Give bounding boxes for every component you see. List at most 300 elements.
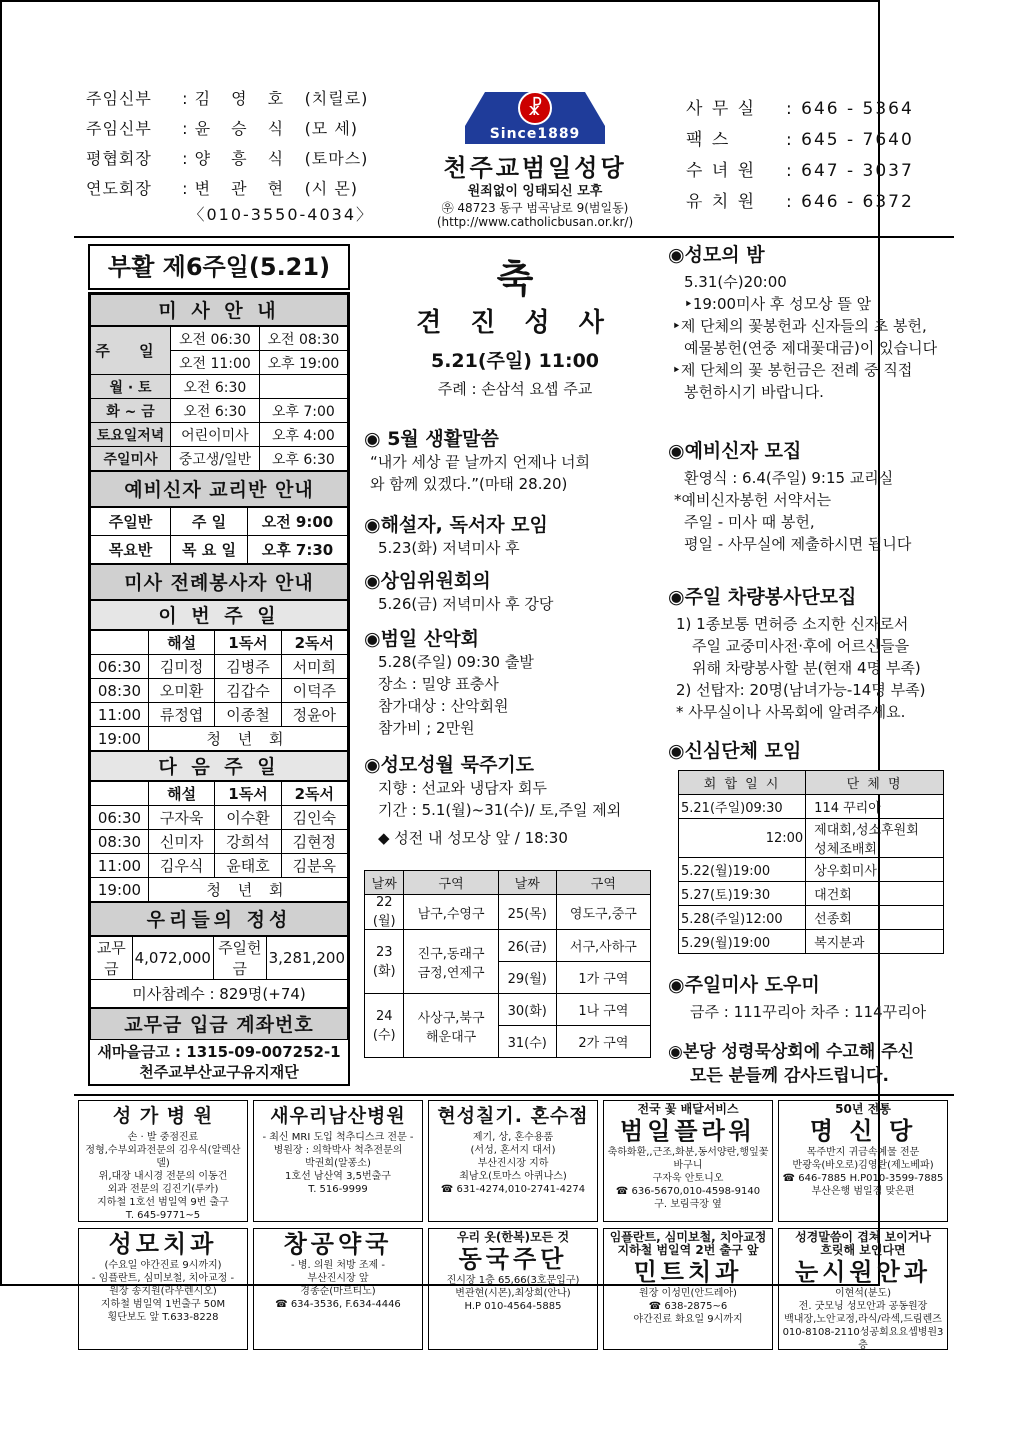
account-line-1: 새마을금고 : 1315-09-007252-1 [97,1043,341,1061]
ad-line: 반광욱(바오로)김영란(제노베파) [792,1160,934,1171]
ad-line: 1호선 남산역 3,5번출구 [285,1171,391,1182]
this-week-servers-table [90,630,348,751]
thanks-line-1: ◉본당 성령묵상회에 수고해 주신 [668,1042,915,1062]
servers-cell: 구자욱 [149,806,215,830]
rosary-date: 26(금) [498,930,556,962]
officer-baptismal: (토마스) [304,149,369,168]
ad-box [253,1228,423,1350]
catechumen-cell: 오전 9:00 [248,508,348,536]
servers-cell: 신미자 [149,830,215,854]
servers-cell: 김인숙 [281,806,347,830]
ad-box [78,1100,248,1222]
servers-cell: 오미환 [149,679,215,703]
notice-line: ‣제 단체의 꽃봉헌과 신자들의 초 봉헌, [672,317,927,335]
offering-label-2: 주일헌금 [213,937,266,980]
servers-col: 해설 [149,782,215,806]
parish-subtitle: 원죄없이 잉태되신 모후 [467,184,603,199]
notice-line: 와 함께 있겠다.”(마태 28.20) [370,475,568,493]
ad-box [778,1228,948,1350]
youth-time: 19:00 [91,878,149,902]
servers-row [91,703,348,727]
notice-title: ◉범일 산악회 [364,628,479,650]
mass-time: 오전 6:30 [171,399,260,423]
groups-row [679,882,944,906]
ad-line: 이현석(분도) [834,1288,892,1299]
servers-cell: 서미희 [281,655,347,679]
mass-row [91,447,348,471]
ad-box [428,1228,598,1350]
helper-section [668,970,948,1023]
servers-cell: 김분옥 [281,854,347,878]
parish-url[interactable]: (http://www.catholicbusan.or.kr/) [436,215,634,229]
groups-col: 회 합 일 시 [679,771,806,795]
rosary-date: 23 (화) [365,930,404,994]
servers-row [91,830,348,854]
ad-line: 구. 보림극장 옆 [654,1199,722,1210]
servers-cell: 06:30 [91,806,149,830]
notice-line: 참가비 ; 2만원 [378,719,475,737]
ad-name: 성 가 병 원 [112,1105,214,1127]
offering-value-1: 4,072,000 [132,937,213,980]
servers-header-row [91,782,348,806]
groups-name: 114 꾸리아 [806,795,944,819]
rosary-area: 2가 구역 [556,1026,650,1058]
ad-line: T. 516-9999 [308,1184,368,1195]
helper-body: 금주 : 111꾸리아 차주 : 114꾸리아 [690,1003,927,1021]
rosary-area: 1나 구역 [556,994,650,1026]
mass-day: 주일미사 [91,447,171,471]
servers-cell: 김현정 [281,830,347,854]
contact-phone: 〈010-3550-4034〉 [188,205,374,224]
youth-row [91,727,348,751]
rosary-area: 남구,수영구 [404,895,498,930]
notice-title: ◉주일 차량봉사단모집 [668,586,857,608]
ad-name: 동국주단 [458,1245,568,1273]
servers-col: 해설 [149,631,215,655]
servers-cell: 윤태호 [215,854,281,878]
notice-line: 기간 : 5.1(월)~31(수)/ 토,주일 제외 [378,801,622,819]
servers-col: 2독서 [281,782,347,806]
ad-line: 횡단보도 앞 T.633-8228 [107,1312,219,1323]
notice-title: ◉성모의 밤 [668,244,765,266]
ad-box [428,1100,598,1222]
ad-line: 정형,수부외과전문의 김우식(알렉산델) [85,1145,241,1169]
rosary-date: 25(목) [498,895,556,930]
confirmation-mark-icon: 축 [496,257,534,301]
rosary-col: 구역 [556,871,650,895]
groups-time: 5.28(주일)12:00 [679,906,806,930]
ad-line: (수요일 야간진료 9시까지) [104,1260,222,1271]
mass-day: 월 · 토 [91,375,171,399]
officer-baptismal: (시 몬) [304,179,359,198]
officer-name: 변 관 현 [194,179,292,198]
notice-title: ◉상임위원회의 [364,570,491,592]
notice-line: “내가 세상 끝 날까지 언제나 너희 [370,453,590,471]
ad-tagline: 전국 꽃 배달서비스 [637,1102,739,1116]
servers-cell: 류정엽 [149,703,215,727]
mass-time: 중고생/일반 [171,447,260,471]
ad-line: 원장 이성민(안드레아) [639,1288,737,1299]
ad-line: - 최신 MRI 도입 척추디스크 전문 - [262,1132,414,1143]
notice-line: 평일 - 사무실에 제출하시면 됩니다 [684,535,912,553]
notice-section [364,566,654,615]
ad-line: 외과 전문의 김진기(루카) [107,1184,219,1195]
mass-time: 오후 19:00 [259,351,347,375]
blank-cell [91,631,149,655]
mass-time: 오전 11:00 [171,351,260,375]
groups-name: 선종회 [806,906,944,930]
ad-name: 눈시원안과 [795,1258,931,1286]
groups-col: 단 체 명 [806,771,944,795]
rosary-col: 날짜 [498,871,556,895]
contact-label: 사 무 실 [686,99,757,119]
groups-row [679,819,944,858]
ad-line: 지하철 1호선 범일역 9번 출구 [97,1197,229,1208]
notice-section [668,240,948,403]
ad-tagline: 우리 옷(한복)모든 것 [456,1230,570,1244]
groups-name: 대건회 [806,882,944,906]
catechumen-cell: 주 일 [171,508,248,536]
servers-row [91,679,348,703]
rosary-header-row [365,871,651,895]
mass-time: 오전 06:30 [171,327,260,351]
ad-box [778,1100,948,1222]
colon: : [786,192,802,212]
contact-number: 647 - 3037 [801,161,914,181]
notice-line: 봉헌하시기 바랍니다. [684,383,824,401]
contact-row [686,156,946,187]
next-week-heading: 다 음 주 일 [90,751,348,781]
next-week-servers-table [90,781,348,902]
servers-header-row [91,631,348,655]
servers-cell: 11:00 [91,854,149,878]
ad-line: 축하화환,,근조,화분,동서양란,행잎꽃바구니 [607,1147,769,1171]
groups-row [679,906,944,930]
ad-line: 백내장,노안교정,라식/라섹,드림렌즈 [784,1314,942,1325]
mass-time: 오후 6:30 [259,447,347,471]
colon: : [176,119,195,138]
ad-line: ☎ 646-7885 H.P010-3599-7885 [782,1173,944,1184]
ad-tagline: 성경말씀이 겹쳐 보이거나 흐릿해 보인다면 [795,1230,931,1257]
rosary-area: 1가 구역 [556,962,650,994]
ad-line: ☎ 631-4274,010-2741-4274 [440,1184,586,1195]
thanks-section [668,1040,948,1088]
ads-divider [74,1094,954,1096]
rosary-area: 영도구,중구 [556,895,650,930]
header-right [686,94,946,218]
mass-time [259,375,347,399]
this-week-heading: 이 번 주 일 [90,600,348,630]
catechumen-cell: 목요반 [91,536,171,564]
confirmation-celebrant: 주례 : 손삼석 요셉 주교 [437,380,593,398]
servers-heading: 미사 전례봉사자 안내 [90,564,348,600]
groups-table [678,770,944,954]
ad-name: 성모치과 [108,1230,218,1258]
contact-label: 유 치 원 [686,192,757,212]
ad-line: 010-8108-2110성공회요요셉병원3층 [782,1327,944,1350]
ad-line: 야간진료 화요일 9시까지 [633,1314,743,1325]
contact-number: 645 - 7640 [801,130,914,150]
officer-baptismal: (치릴로) [304,89,369,108]
offering-label-1: 교무금 [91,937,133,980]
servers-row [91,806,348,830]
officer-role: 주임신부 [86,89,152,108]
notice-line: 참가대상 : 산악회원 [378,697,509,715]
catechumen-row [91,536,348,564]
groups-time: 5.27(토)19:30 [679,882,806,906]
svg-text:☧: ☧ [527,96,543,120]
ad-line: ☎ 636-5670,010-4598-9140 [615,1186,761,1197]
mass-day: 주 일 [91,327,171,375]
mass-guide-heading: 미 사 안 내 [90,294,348,326]
officer-row [86,144,386,174]
mass-row [91,375,348,399]
offering-value-2: 3,281,200 [266,937,347,980]
rosary-area: 진구,동래구 금정,연제구 [404,930,498,994]
ad-line: 구자욱 안토니오 [652,1173,724,1184]
servers-cell: 김미정 [149,655,215,679]
servers-col: 1독서 [215,782,281,806]
ad-line: 목주반지 귀금속예물 전문 [806,1147,920,1158]
ad-line: T. 645-9771~5 [125,1210,201,1221]
ad-name: 민트치과 [633,1258,743,1286]
colon: : [786,130,802,150]
mass-time: 오전 08:30 [259,327,347,351]
servers-col: 2독서 [281,631,347,655]
rosary-row [365,994,651,1026]
offering-heading: 우리들의 정성 [90,902,348,936]
mass-row [91,423,348,447]
ad-box [78,1228,248,1350]
blank-cell [91,782,149,806]
colon: : [176,149,195,168]
parish-logo [455,86,615,146]
rosary-date: 22 (월) [365,895,404,930]
ad-line: - 임플란트, 심미보철, 치아교정 - [91,1273,235,1284]
servers-row [91,854,348,878]
ad-line: 변관현(시몬),최상희(안나) [455,1288,571,1299]
notice-section [364,510,654,559]
contact-number: 646 - 5364 [801,99,914,119]
catechumen-table [90,507,348,564]
left-tables [88,292,350,1086]
helper-title: ◉주일미사 도우미 [668,974,820,996]
mass-row [91,399,348,423]
notice-title: ◉성모성월 묵주기도 [364,754,535,776]
colon: : [786,161,802,181]
ad-line: 원장 송지원(라우렌시오) [109,1286,217,1297]
officer-row [86,174,386,204]
groups-row [679,930,944,954]
contact-label: 수 녀 원 [686,161,757,181]
notice-title: ◉신심단체 모임 [668,740,802,762]
notice-line: 5.28(주일) 09:30 출발 [378,653,534,671]
notice-line: 2) 선탑자: 20명(남녀가능-14명 부족) [676,681,926,699]
ad-tagline: 50년 전통 [835,1102,891,1116]
ad-line: 전. 굿모닝 성모안과 공동원장 [798,1301,928,1312]
catechumen-row [91,508,348,536]
contact-row [686,125,946,156]
notice-line: 환영식 : 6.4(주일) 9:15 교리실 [684,469,894,487]
servers-cell: 강희석 [215,830,281,854]
catechumen-cell: 오후 7:30 [248,536,348,564]
sunday-title: 부활 제6주일(5.21) [88,244,350,290]
notice-line: 5.31(수)20:00 [684,273,787,291]
officer-row [86,84,386,114]
groups-time: 5.22(월)19:00 [679,858,806,882]
attendance: 미사참례수 : 829명(+74) [91,980,348,1008]
ad-line: 최남오(토마스 아퀴나스) [459,1171,567,1182]
account-line-2: 천주교부산교구유지재단 [139,1063,299,1081]
ad-line: ☎ 634-3536, F.634-4446 [275,1299,401,1310]
notice-line: ‣제 단체의 꽃 봉헌금은 전례 중 직접 [672,361,913,379]
officer-role: 주임신부 [86,119,152,138]
rosary-table [364,870,651,1058]
ad-line: 부산은행 범일점 맞은편 [811,1186,915,1197]
parish-address: ㉾ 48723 동구 범곡남로 9(범일동) [441,201,629,215]
notice-line: * 사무실이나 사목회에 알려주세요. [676,703,906,721]
notice-section [668,436,948,555]
mass-time: 오후 4:00 [259,423,347,447]
notice-line: ◆ 성전 내 성모상 앞 / 18:30 [378,829,568,847]
ad-line: 위,대장 내시경 전문의 이동건 [98,1171,228,1182]
notice-line: 장소 : 밀양 표충사 [378,675,499,693]
youth-group: 청 년 회 [149,727,348,751]
contact-row [686,187,946,218]
servers-cell: 06:30 [91,655,149,679]
servers-cell: 이덕주 [281,679,347,703]
notice-line: 1) 1종보통 면허증 소지한 신자로서 [676,615,909,633]
servers-row [91,655,348,679]
rosary-col: 날짜 [365,871,404,895]
youth-row [91,878,348,902]
rosary-row [365,930,651,962]
notice-section [364,750,654,849]
account-heading: 교무금 입금 계좌번호 [90,1008,348,1040]
servers-cell: 김우식 [149,854,215,878]
groups-row [679,858,944,882]
rosary-area: 서구,사하구 [556,930,650,962]
notice-line: 5.23(화) 저녁미사 후 [378,539,520,557]
ad-box [603,1228,773,1350]
ad-line: 경종순(마르티노) [300,1286,376,1297]
officer-baptismal: (모 세) [304,119,359,138]
officer-role: 연도회장 [86,179,152,198]
mass-time: 오전 6:30 [171,375,260,399]
rosary-date: 29(월) [498,962,556,994]
officer-name: 윤 승 식 [194,119,292,138]
rosary-date: 31(수) [498,1026,556,1058]
officer-name: 양 흥 식 [194,149,292,168]
mass-table [90,326,348,471]
ad-line: 박권희(알퐁소) [305,1158,371,1169]
rosary-area: 사상구,북구 해운대구 [404,994,498,1058]
contact-label: 팩 스 [686,130,731,150]
ad-line: - 병. 의원 처방 조제 - [291,1260,385,1271]
notice-line: 주일 교중미사전·후에 어르신들을 [692,637,910,655]
mass-time: 어린이미사 [171,423,260,447]
servers-col: 1독서 [215,631,281,655]
notice-line: 주일 - 미사 때 봉헌, [684,513,815,531]
offering-table [90,936,348,1008]
ad-line: 병원장 : 의학박사 척추전문의 [273,1145,403,1156]
mass-row [91,327,348,351]
notice-line: 예물봉헌(연중 제대꽃대금)이 있습니다 [684,339,938,357]
notice-section [364,624,654,739]
servers-cell: 김병주 [215,655,281,679]
notice-line: 지향 : 선교와 냉담자 회두 [378,779,548,797]
ad-name: 새우리남산병원 [270,1105,406,1127]
mass-day: 토요일저녁 [91,423,171,447]
colon: : [786,99,802,119]
notice-section [364,424,654,495]
ad-line: 지하철 범일역 1번출구 50M [100,1299,226,1310]
notice-section [668,582,948,723]
rosary-col: 구역 [404,871,498,895]
groups-header-row [679,771,944,795]
ad-line: H.P 010-4564-5885 [464,1301,562,1312]
catechumen-cell: 목 요 일 [171,536,248,564]
parish-name: 천주교범일성당 [443,154,627,182]
officer-name: 김 영 호 [194,89,292,108]
logo-text: Since1889 [489,126,581,142]
ad-tagline: 임플란트, 심미보철, 치아교정 지하철 범일역 2번 출구 앞 [609,1230,767,1257]
youth-group: 청 년 회 [149,878,348,902]
groups-time: 12:00 [679,819,806,858]
notice-section [668,736,948,767]
ad-line: 진시장 1층 65,66(3호문입구) [446,1275,580,1286]
ad-box [603,1100,773,1222]
ad-line: 손 · 발 중점진료 [127,1132,199,1143]
groups-name: 복지분과 [806,930,944,954]
notice-line: 5.26(금) 저녁미사 후 강당 [378,595,554,613]
colon: : [176,179,195,198]
servers-cell: 이수환 [215,806,281,830]
contact-row [686,94,946,125]
notice-title: ◉ 5월 생활말씀 [364,428,499,450]
servers-cell: 정윤아 [281,703,347,727]
ad-line: 부산진시장 지하 [477,1158,549,1169]
ad-line: ☎ 638-2875~6 [648,1301,728,1312]
notice-title: ◉예비신자 모집 [668,440,802,462]
groups-name: 상우회미사 [806,858,944,882]
servers-cell: 08:30 [91,679,149,703]
mass-day: 화 ~ 금 [91,399,171,423]
groups-name: 제대회,성소후원회 성체조배회 [806,819,944,858]
catechumen-cell: 주일반 [91,508,171,536]
header-divider [74,236,954,238]
rosary-date: 24 (수) [365,994,404,1058]
notice-title: ◉해설자, 독서자 모임 [364,514,548,536]
confirmation-date: 5.21(주일) 11:00 [430,350,600,372]
ad-box [253,1100,423,1222]
groups-row [679,795,944,819]
catechumen-heading: 예비신자 교리반 안내 [90,471,348,507]
rosary-date: 30(화) [498,994,556,1026]
ad-name: 범일플라워 [620,1117,756,1145]
officer-row [86,114,386,144]
mass-time: 오후 7:00 [259,399,347,423]
ad-name: 창공약국 [283,1230,393,1258]
notice-line: 위해 차량봉사할 분(현재 4명 부족) [692,659,921,677]
officer-role: 평협회장 [86,149,152,168]
youth-time: 19:00 [91,727,149,751]
confirmation-title: 견 진 성 사 [416,308,614,338]
ad-line: (서성, 혼서지 대서) [470,1145,556,1156]
colon: : [176,89,195,108]
servers-cell: 이종철 [215,703,281,727]
ad-line: 부산진시장 앞 [307,1273,369,1284]
